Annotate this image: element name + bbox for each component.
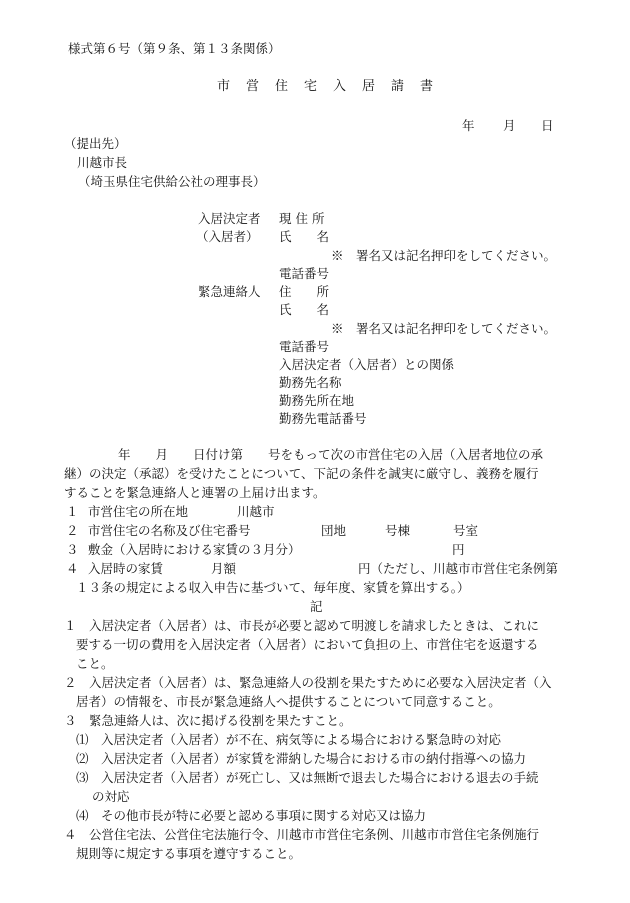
emergency-relation-label: 入居決定者（入居者）との関係 (279, 357, 455, 372)
condition-1-line-2: 要する一切の費用を入居決定者（入居者）において負担の上、市営住宅を返還する (76, 637, 539, 652)
tenant-sign-note: ※ 署名又は記名押印をしてください。 (331, 248, 557, 263)
item-4-label: 入居時の家賃 (88, 561, 164, 576)
submit-to-mayor: 川越市長 (77, 155, 128, 170)
condition-4-line-2: 規則等に規定する事項を遵守すること。 (76, 846, 302, 861)
intro-line-1: 年 月 日付け第 号をもって次の市営住宅の入居（入居者地位の承 (118, 447, 544, 462)
item-2-goutou: 号棟 (385, 523, 411, 538)
tenant-label: 入居決定者 (198, 211, 261, 226)
submit-to-corp: （埼玉県住宅供給公社の理事長） (78, 174, 266, 189)
form-number: 様式第６号（第９条、第１３条関係） (68, 41, 281, 56)
item-3-number: ３ (66, 542, 79, 557)
item-4-month: 月額 (211, 561, 237, 576)
condition-3-sub-1: ⑴ 入居決定者（入居者）が不在、病気等による場合における緊急時の対応 (76, 732, 502, 747)
date-day: 日 (541, 118, 554, 133)
condition-3-sub-3-line-2: の対応 (92, 789, 130, 804)
condition-4-line-1: ４ 公営住宅法、公営住宅法施行令、川越市市営住宅条例、川越市市営住宅条例施行 (64, 827, 540, 842)
page-title: 市営住宅入居請書 (217, 79, 450, 94)
item-4-number: ４ (66, 561, 79, 576)
emergency-sign-note: ※ 署名又は記名押印をしてください。 (331, 321, 557, 336)
tenant-phone-label: 電話番号 (279, 266, 330, 281)
emergency-name-label: 氏 名 (279, 302, 330, 317)
emergency-work-address-label: 勤務先所在地 (279, 393, 355, 408)
item-4-line-2: １３条の規定による収入申告に基づいて、毎年度、家賃を算出する。） (76, 580, 470, 595)
condition-2-line-1: ２ 入居決定者（入居者）は、緊急連絡人の役割を果たすために必要な入居決定者（入 (64, 675, 552, 690)
emergency-address-label: 住 所 (279, 284, 330, 299)
submit-to-heading: （提出先） (64, 136, 127, 151)
ki-heading: 記 (310, 599, 323, 614)
condition-3-sub-3-line-1: ⑶ 入居決定者（入居者）が死亡し、又は無断で退去した場合における退去の手続 (76, 770, 539, 785)
item-2-room: 号室 (453, 523, 479, 538)
intro-line-2: 継）の決定（承認）を受けたことについて、下記の条件を誠実に厳守し、義務を履行 (64, 466, 539, 481)
emergency-work-phone-label: 勤務先電話番号 (279, 411, 367, 426)
item-3-yen: 円 (452, 542, 465, 557)
date-year: 年 (462, 118, 475, 133)
item-1-number: １ (66, 504, 79, 519)
intro-line-3: することを緊急連絡人と連署の上届け出ます。 (64, 485, 326, 500)
tenant-label-sub: （入居者） (196, 229, 259, 244)
condition-3-sub-2: ⑵ 入居決定者（入居者）が家賃を滞納した場合における市の納付指導への協力 (76, 751, 527, 766)
condition-3-line-1: ３ 緊急連絡人は、次に掲げる役割を果たすこと。 (64, 713, 352, 728)
item-1-value: 川越市 (237, 504, 275, 519)
condition-3-sub-4: ⑷ その他市長が特に必要と認める事項に関する対応又は協力 (76, 808, 427, 823)
item-4-yen: 円（ただし、川越市市営住宅条例第 (358, 561, 559, 576)
condition-1-line-3: こと。 (76, 656, 114, 671)
tenant-address-label: 現 住 所 (279, 211, 325, 226)
condition-1-line-1: １ 入居決定者（入居者）は、市長が必要と認めて明渡しを請求したときは、これに (64, 618, 540, 633)
emergency-label: 緊急連絡人 (198, 284, 261, 299)
emergency-phone-label: 電話番号 (279, 339, 330, 354)
date-month: 月 (503, 118, 516, 133)
item-2-label: 市営住宅の名称及び住宅番号 (88, 523, 251, 538)
item-1-label: 市営住宅の所在地 (88, 504, 189, 519)
condition-2-line-2: 居者）の情報を、市長が緊急連絡人へ提供することについて同意すること。 (76, 694, 501, 709)
emergency-work-name-label: 勤務先名称 (279, 375, 342, 390)
item-2-number: ２ (66, 523, 79, 538)
item-3-label: 敷金（入居時における家賃の３月分） (88, 542, 301, 557)
tenant-name-label: 氏 名 (279, 229, 330, 244)
item-2-danchi: 団地 (321, 523, 347, 538)
